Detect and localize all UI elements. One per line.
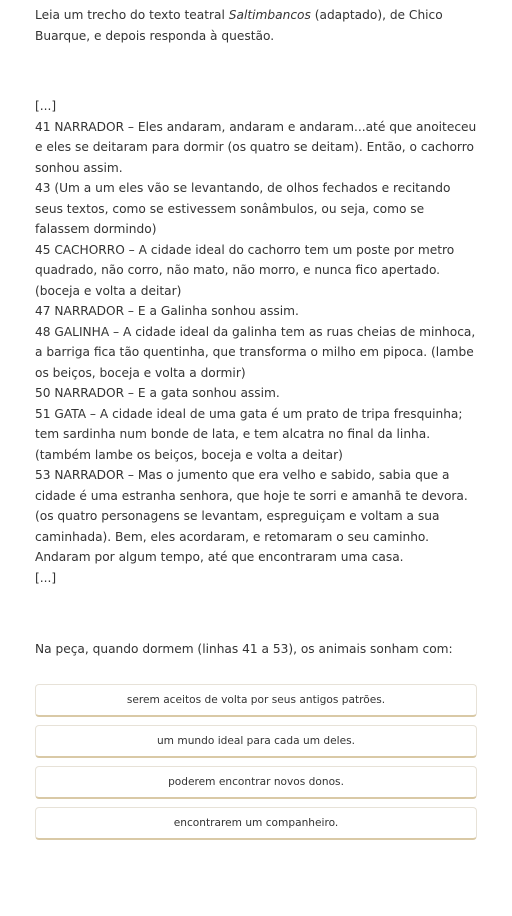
intro-after: (adaptado), de Chico Buarque, e depois responda à questão. — [35, 8, 443, 43]
passage-line: [...] — [35, 570, 57, 585]
passage-line: 48 GALINHA – A cidade ideal da galinha tem as ruas cheias de minhoca, a barriga fica tão quentinha, que transforma o milho em pipoca. (lambe os beiços, boceja e volta a dormir) — [35, 324, 476, 380]
passage-line: 47 NARRADOR – E a Galinha sonhou assim. — [35, 304, 299, 318]
passage-line: 45 CACHORRO – A cidade ideal do cachorro tem um poste por metro quadrado, não corro, não mato, não morro, e nunca fico apertado. (boceja e volta a deitar) — [35, 242, 455, 298]
question-text: Na peça, quando dormem (linhas 41 a 53), os animais sonham com: — [35, 642, 453, 656]
intro-text — [35, 5, 478, 47]
passage-line: 50 NARRADOR – E a gata sonhou assim. — [35, 386, 280, 400]
intro-before: Leia um trecho do texto teatral — [35, 8, 229, 22]
answer-option-d[interactable]: encontrarem um companheiro. — [35, 807, 477, 840]
play-title: Saltimbancos — [228, 8, 311, 22]
answer-option-b[interactable]: um mundo ideal para cada um deles. — [35, 725, 477, 758]
passage-line: 53 NARRADOR – Mas o jumento que era velho e sabido, sabia que a cidade é uma estranha senhora, que hoje te sorri e amanhã te devora. (os quatro personagens se levantam, espreguiçam e voltam a sua caminhada). Bem, eles acordaram, e retomaram o seu caminho. Andaram por algum tempo, até que encontraram uma casa. — [35, 468, 468, 564]
answer-option-c[interactable]: poderem encontrar novos donos. — [35, 766, 477, 799]
passage-line: [...] — [35, 99, 57, 113]
answer-options — [35, 684, 477, 840]
passage-line: 43 (Um a um eles vão se levantando, de olhos fechados e recitando seus textos, como se estivessem sonâmbulos, ou seja, como se falassem dormindo) — [35, 181, 451, 236]
answer-option-a[interactable]: serem aceitos de volta por seus antigos patrões. — [35, 684, 477, 717]
passage-line: 41 NARRADOR – Eles andaram, andaram e andaram...até que anoiteceu e eles se deitaram para dormir (os quatro se deitam). Então, o cachorro sonhou assim. — [35, 119, 477, 175]
passage-line: 51 GATA – A cidade ideal de uma gata é um prato de tripa fresquinha; tem sardinha num bonde de lata, e tem alcatra no final da linha. (também lambe os beiços, boceja e volta a deitar) — [35, 406, 463, 462]
passage — [35, 96, 478, 588]
